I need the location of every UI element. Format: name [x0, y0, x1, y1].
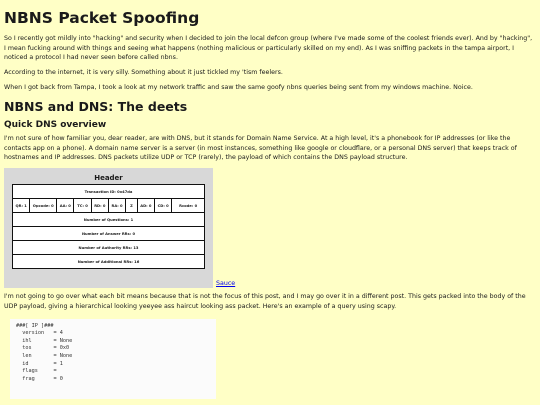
flag-z: Z [126, 199, 138, 213]
flag-cd: CD: 0 [155, 199, 172, 213]
page-title: NBNS Packet Spoofing [4, 9, 200, 27]
diagram-title: Header [94, 174, 123, 183]
subsection-heading: Quick DNS overview [4, 119, 107, 130]
answer-rrs-cell: Number of Answer RRs: 0 [13, 227, 205, 241]
figure-row [4, 168, 534, 288]
intro-paragraph-3: When I got back from Tampa, I took a look at my network traffic and saw the same goofy nbns queries being sent from my windows machine. Noice. [4, 83, 473, 91]
dns-overview-paragraph: I'm not sure of how familiar you, dear reader, are with DNS, but it stands for Domain Name Service. At a high level, it's a phonebook for IP addresses (or like the contacts app on a phone). A domain name server is a server (in most instances, something like google or cloudflare, or a personal DNS server) that keeps track of hostnames and IP addresses. DNS packets utilize UDP or TCP (rarely), the payload of which contains the DNS payload structure. [4, 134, 517, 162]
flags-row [13, 199, 205, 213]
authority-rrs-cell: Number of Authority RRs: 13 [13, 241, 205, 255]
flag-aa: AA: 0 [57, 199, 74, 213]
dns-header-diagram [4, 168, 213, 288]
questions-cell: Number of Questions: 1 [13, 213, 205, 227]
flag-rd: RD: 0 [91, 199, 108, 213]
flag-rcode: Rcode: 0 [172, 199, 205, 213]
flag-tc: TC: 0 [74, 199, 91, 213]
intro-paragraph-1: So I recently got mildly into "hacking" and security when I decided to join the local defcon group (where I've made some of the coolest friends ever). And by "hacking", I mean fucking around with things and seeing what happens (nothing malicious or particularly skilled on my end). As I was sniffing packets in the tampa airport, I noticed a protocol I had never seen before called nbns. [4, 34, 533, 62]
code-block: ###[ IP ]### version = 4 ihl = None tos = 0x0 len = None id = 1 flags = frag = 0 [10, 319, 216, 399]
flag-ad: AD: 0 [137, 199, 154, 213]
flag-ra: RA: 0 [108, 199, 125, 213]
transaction-id-cell: Transaction ID: 0x47da [13, 185, 205, 199]
intro-paragraph-2: According to the internet, it is very silly. Something about it just tickled my 'tism feelers. [4, 69, 283, 77]
dns-header-table [12, 184, 205, 269]
flag-opcode: Opcode: 0 [30, 199, 57, 213]
section-heading: NBNS and DNS: The deets [4, 98, 188, 114]
source-link[interactable]: Sauce [216, 280, 236, 288]
additional-rrs-cell: Number of Additional RRs: 16 [13, 255, 205, 269]
flag-qr: QR: 1 [13, 199, 30, 213]
scapy-intro-paragraph: I'm not going to go over what each bit means because that is not the focus of this post, and I may go over it in a different post. This gets packed into the body of the UDP payload, giving a hierarchical looking yeeyee ass haircut looking ass packet. Here's an example of a query using scapy. [4, 293, 526, 310]
